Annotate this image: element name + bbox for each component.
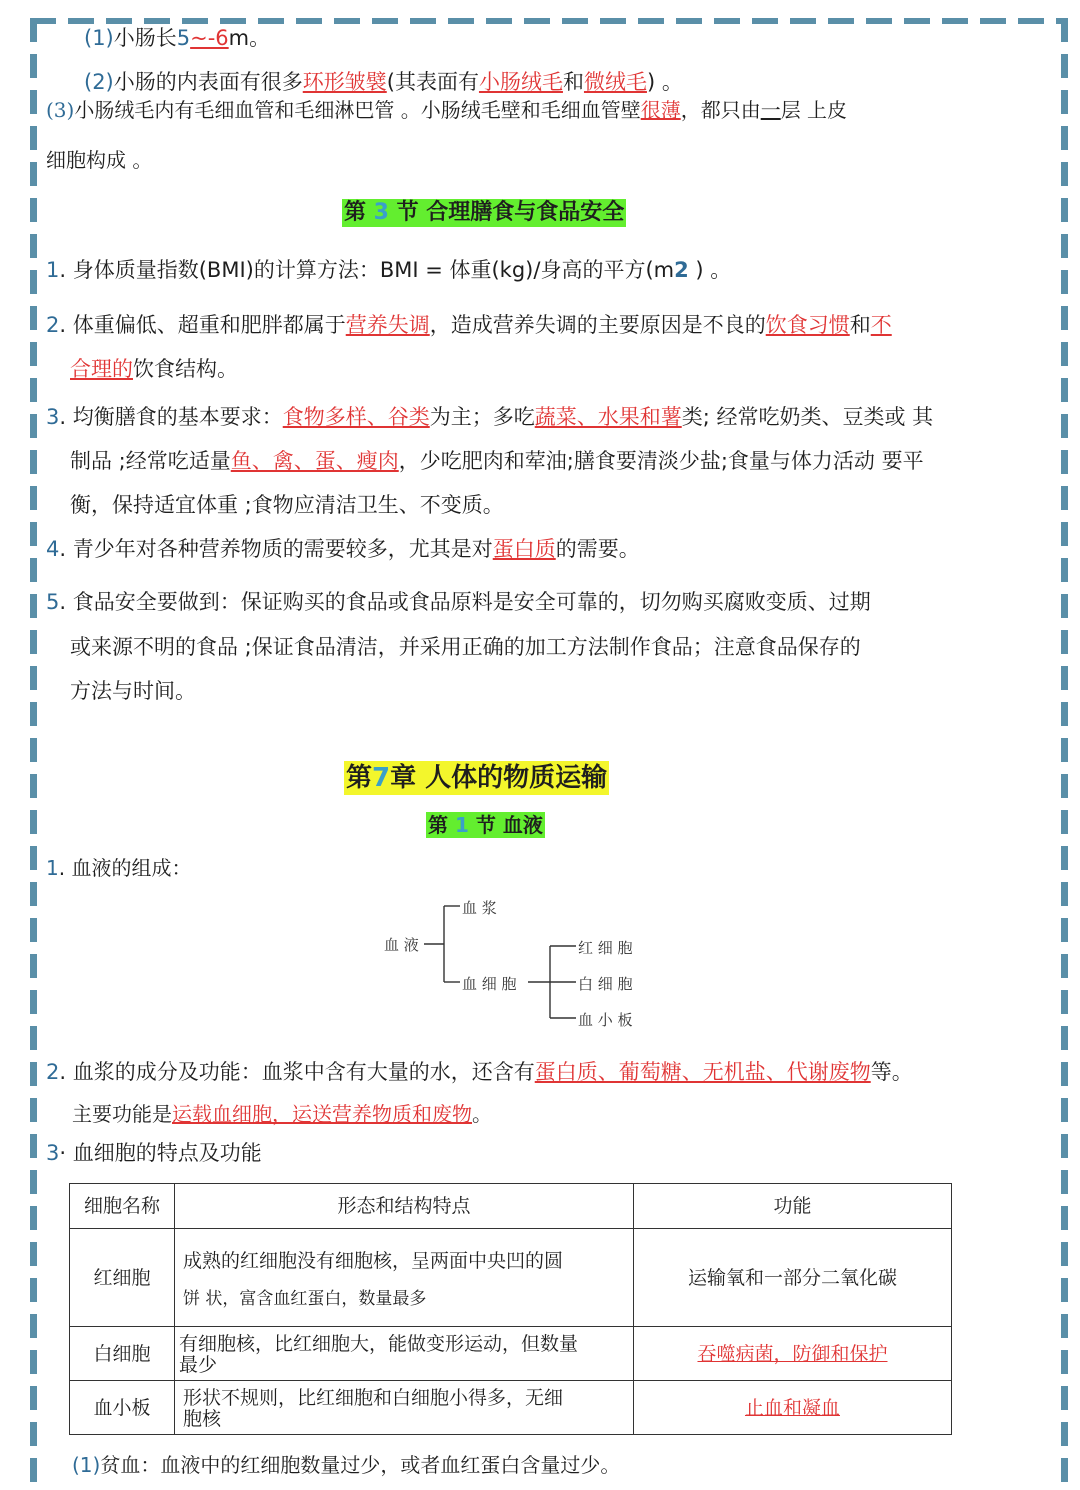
blood-composition-diagram bbox=[380, 890, 640, 1030]
table-row bbox=[70, 1229, 952, 1327]
food-safety-line-3: 方法与时间。 bbox=[70, 679, 196, 703]
table-row bbox=[70, 1381, 952, 1435]
section3-heading: 第 3 节 合理膳食与食品安全 bbox=[344, 200, 625, 225]
cell-feature bbox=[175, 1381, 634, 1435]
plasma-paragraph-line-1: 2. 血浆的成分及功能：血浆中含有大量的水，还含有蛋白质、葡萄糖、无机盐、代谢废物等。 bbox=[46, 1060, 913, 1084]
diagram-blood-cells: 血 细 胞 bbox=[462, 975, 517, 993]
balanced-diet-line-3: 衡，保持适宜体重 ;食物应清洁卫生、不变质。 bbox=[70, 493, 504, 517]
food-safety-line-2: 或来源不明的食品 ;保证食品清洁，并采用正确的加工方法制作食品；注意食品保存的 bbox=[70, 635, 861, 659]
table-row bbox=[70, 1327, 952, 1381]
diagram-rbc: 红 细 胞 bbox=[578, 939, 633, 957]
cell-name: 红细胞 bbox=[70, 1229, 175, 1327]
cell-function-text: 止血和凝血 bbox=[744, 1396, 840, 1419]
balanced-diet-line-2: 制品 ;经常吃适量鱼、禽、蛋、瘦肉，少吃肥肉和荤油;膳食要清淡少盐;食量与体力活动 要平 bbox=[70, 449, 924, 473]
cell-function: 运输氧和一部分二氧化碳 bbox=[634, 1229, 952, 1327]
plasma-paragraph-line-2: 主要功能是运载血细胞，运送营养物质和废物。 bbox=[72, 1102, 492, 1126]
diagram-plasma: 血 浆 bbox=[462, 899, 497, 917]
villi-line-cont: 细胞构成 。 bbox=[46, 148, 153, 172]
table-header: 功能 bbox=[634, 1184, 952, 1229]
table-header: 细胞名称 bbox=[70, 1184, 175, 1229]
cell-feature bbox=[175, 1327, 634, 1381]
cell-function-text: 吞噬病菌，防御和保护 bbox=[697, 1342, 888, 1365]
cell-feature bbox=[175, 1229, 634, 1327]
balanced-diet-line-1: 3. 均衡膳食的基本要求：食物多样、谷类为主；多吃蔬菜、水果和薯类; 经常吃奶类、豆类或 其 bbox=[46, 405, 934, 429]
cell-feature-line: 有细胞核，比红细胞大，能做变形运动，但数量 bbox=[179, 1332, 579, 1355]
table-header: 形态和结构特点 bbox=[175, 1184, 634, 1229]
page-border-right bbox=[1061, 18, 1068, 1490]
intestine-length-line: (1)小肠长5~-6m。 bbox=[84, 26, 271, 50]
blood-composition-title: 1. 血液的组成： bbox=[46, 856, 192, 880]
table-header-row bbox=[70, 1184, 952, 1229]
villi-line: (3)小肠绒毛内有毛细血管和毛细淋巴管 。小肠绒毛壁和毛细血管壁很薄，都只由一层 上皮 bbox=[46, 98, 848, 122]
section1-heading: 第 1 节 血液 bbox=[428, 813, 543, 837]
nutrition-paragraph-1: 2. 体重偏低、超重和肥胖都属于营养失调，造成营养失调的主要原因是不良的饮食习惯和不 bbox=[46, 313, 892, 337]
cell-name: 白细胞 bbox=[70, 1327, 175, 1381]
cell-feature-line: 胞核 bbox=[183, 1407, 222, 1430]
cell-function bbox=[634, 1327, 952, 1381]
cell-feature-line: 最少 bbox=[179, 1353, 218, 1376]
intestine-surface-line: (2)小肠的内表面有很多环形皱襞(其表面有小肠绒毛和微绒毛) 。 bbox=[84, 70, 683, 94]
cell-feature-line: 饼 状，富含血红蛋白，数量最多 bbox=[183, 1288, 427, 1309]
cell-feature-line: 形状不规则，比红细胞和白细胞小得多，无细 bbox=[183, 1386, 564, 1409]
page-border-left bbox=[30, 18, 37, 1490]
chapter7-heading: 第7章 人体的物质运输 bbox=[346, 763, 608, 793]
teen-protein-line: 4. 青少年对各种营养物质的需要较多，尤其是对蛋白质的需要。 bbox=[46, 537, 640, 561]
blood-cells-table bbox=[69, 1183, 952, 1435]
cell-name: 血小板 bbox=[70, 1381, 175, 1435]
diagram-blood: 血 液 bbox=[384, 936, 419, 954]
anemia-line: (1)贫血：血液中的红细胞数量过少，或者血红蛋白含量过少。 bbox=[72, 1453, 621, 1477]
bmi-paragraph: 1. 身体质量指数(BMI)的计算方法：BMI = 体重(kg)/身高的平方(m2 ) 。 bbox=[46, 258, 732, 282]
diagram-wbc: 白 细 胞 bbox=[578, 975, 633, 993]
cell-feature-line: 成熟的红细胞没有细胞核，呈两面中央凹的圆 bbox=[183, 1249, 564, 1272]
blood-cells-title: 3· 血细胞的特点及功能 bbox=[46, 1141, 262, 1165]
cell-function bbox=[634, 1381, 952, 1435]
diagram-platelet: 血 小 板 bbox=[578, 1011, 633, 1029]
nutrition-paragraph-1-cont: 合理的饮食结构。 bbox=[70, 357, 238, 381]
food-safety-line-1: 5. 食品安全要做到：保证购买的食品或食品原料是安全可靠的，切勿购买腐败变质、过期 bbox=[46, 590, 871, 614]
